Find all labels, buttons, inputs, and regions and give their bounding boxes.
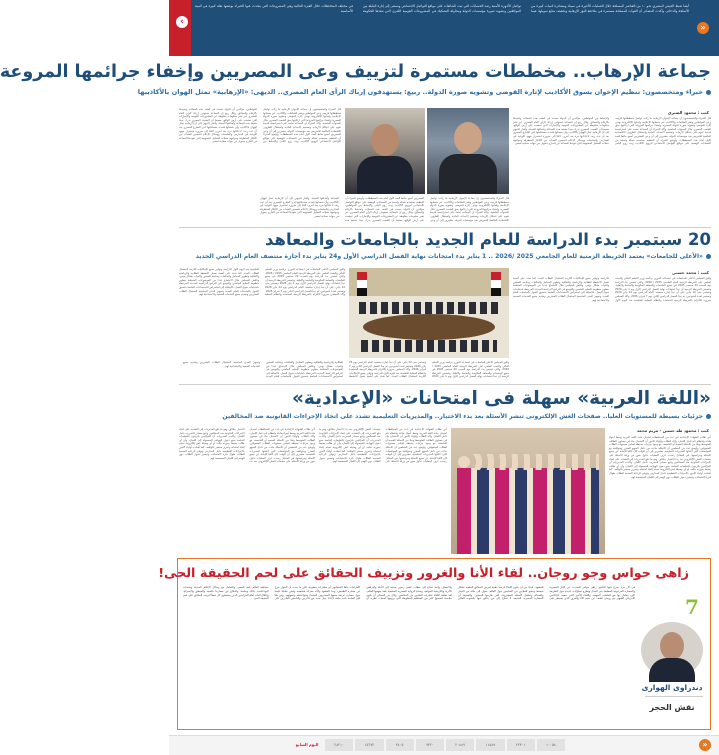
footer-cell: ١١٥٤٧ xyxy=(476,739,504,751)
story3-photo xyxy=(451,428,605,554)
story1-body-left: قال الخبراء والمتخصصون إن جماعة الإخوان الإرهابية ما زالت تواصل مخططاتها لتزييف وعي المواطنين ونشر الشائعات والأكاذيب عبر منصاتها الإعلامية ولجانها الإلكترونية بهدف إثارة الفوضى وتشويه صورة الدولة المصرية وإخفاء جرائمها المروعة التي ارتكبتها بحق الشعب المصري خلال السنوات الماضية. وأكد الخبراء أن الجماعة تعتمد على استراتيجية قديمة تقوم على اختلاق الأزمات وتضخيم الأحداث العادية واستغلال الظروف الاقتصادية العالمية للتحريض ضد مؤسسات الدولة، مشيرين إلى أن وعي المصريين أصبح حائط الصد الأول أمام هذه المخططات. وأوضح الخبراء أن التنظيم يستخدم شبكة واسعة من الحسابات الوهمية على مواقع التواصل الاجتماعي لترويج الأكاذيب وبث روح اليأس والإحباط بين المواطنين، مؤكدين أن الدولة نجحت في كشف هذه الحملات وتفنيدها بالأرقام والحقائق. وقال ربيع إن الجماعة تستهدف إرباك الرأي العام المصري عبر نشر معلومات مغلوطة عن المشروعات القومية والإنجازات التي تحققت على أرض الواقع، مضيفا أن الشعب المصري يدرك جيدا حقيقة هذه الجماعة وأهدافها الخبيثة. وأشار الديهي إلى أن الإرهابية تمثل الهوان بالأكاذيب وأن منصاتها فقدت مصداقيتها لدى الشارع المصري بعد أن ثبت زيف ادعاءاتها مرة بعد أخرى، لافتا إلى ضرورة استمرار جهود التوعية في المدارس والجامعات ووسائل الإعلام لتحصين الشباب من الأفكار المتطرفة ومواجهة حملات التضليل الممنهجة التي تقودها الجماعة من الخارج بتمويل من جهات معادية لمصر. xyxy=(179,108,341,144)
story2-body-left: وافق المجلس الأعلى للجامعات في اجتماعه الدوري برئاسة وزير التعليم العالي والبحث العلمي على الخريطة الزمنية للعام الجامعي 2025 / 2026، والتي تتضمن بدء الدراسة يوم السبت 20 سبتمبر 2025 في جميع الجامعات والمعاهد الحكومية والخاصة والأهلية. وتتضمن الخريطة الزمنية أن تبدأ امتحانات نهاية الفصل الدراسي الأول يوم 1 يناير 2026 وتستمر حتى 22 يناير، على أن تبدأ إجازة منتصف العام الدراسي يوم 24 يناير 2026 وتستمر لمدة أسبوعين، ثم يبدأ الفصل الدراسي الثاني يوم 7 فبراير 2026. وأكد المجلس ضرورة الالتزام بالخريطة الزمنية المعتمدة وانتظام العملية التعليمية منذ اليوم الأول للدراسة وتوفير جميع الإمكانيات اللازمة لاستقبال الطلاب الجدد، كما شدد على أهمية تفعيل الأنشطة الطلابية والرياضية والثقافية وتطوير المعامل والمكتبات ومتابعة الحضور والغياب بشكل يومي. وناقش المجلس خلال الاجتماع عددا من الموضوعات المتعلقة بتطوير منظومة التعليم الجامعي والتوسع في البرامج الدراسية الجديدة المرتبطة باحتياجات سوق العمل، بالإضافة إلى استعراض الاستعدادات الخاصة بتنسيق القبول بالجامعات للعام الجديد وتجهيز المدن الجامعية لاستقبال الطلاب المغتربين وتقديم جميع الخدمات الصحية والاجتماعية لهم. xyxy=(179,268,346,297)
column-name: نقش الحجر xyxy=(649,703,695,712)
avatar-suit-icon xyxy=(649,658,695,682)
columnist-avatar xyxy=(641,622,703,678)
story1-subhead xyxy=(137,88,711,96)
ticker-text: أيضا ضبط الجيش المصري نحو ١٠ من العناصر المسلحة خلال العمليات الأخيرة في سيناء ومصادرة كميات كبيرة من الأسلحة والذخائر، وأكدت المصادر أن القوات المسلحة مستمرة في ملاحقة البؤر الإرهابية وتجفيف منابع تمويلها، فيما تواصل الأجهزة الأمنية رصد الحسابات التي تبث الشائعات على مواقع التواصل الاجتماعي وتسعى إلى إثارة البلبلة بين المواطنين وتشويه صورة مؤسسات الدولة ومحاولة التشكيك في المشروعات القومية الكبرى التي تنفذها الحكومة في مختلف المحافظات خلال الفترة الحالية وهي المشروعات التي يتحدث عنها الخبراء بوصفها نقلة كبيرة في البنية الأساسية xyxy=(195,4,689,13)
story3-byline: كتب : محمود طه حسين - مريم محمد xyxy=(636,428,709,433)
story3-body-mid: أدى طلاب الشهادة الإعدادية في عدد من المحافظات امتحان مادة اللغة العربية وسط أجواء هادئة وانتظام تام داخل اللجان، وأكد الطلاب وأولياء الأمور أن الامتحان جاء في مستوى الطالب المتوسط وخلا من الأسئلة الصعبة أو الغامضة، مع وجود جزئيات بسيطة لقياس مستويات الطلاب المتفوقين. وأوضح عدد من المعلمين أن الأسئلة جاءت من داخل المنهج المقرر ومتوافقة مع المواصفات التي أعلنتها المديريات التعليمية، مشيرين إلى أن الوقت كان كافيا للإجابة عن جميع الأسئلة ومراجعتها. في المقابل رصدت غرف العمليات تداول صور من ورقة الأسئلة على صفحات الغش الإلكتروني بعد بدء الاختبار بدقائق، وهو ما دفع المديريات إلى التشديد على اتخاذ الإجراءات القانونية ضد المخالفين وتتبع مصادر التسريب داخل اللجان. وأكدت المديريات أن المراقبين يلتزمون بالتعليمات الخاصة بمنع دخول الهواتف المحمولة إلى اللجان، وأن أي طالب يضبط بحوزته هاتف أو أي وسيلة غش إلكترونية سيتم إلغاء امتحانه وتحرير محضر بالواقعة. كما أشادت أولياء الأمور بالإجراءات التنظيمية داخل المدارس وتوفير الرعاية الصحية للطلاب طوال فترة الامتحانات وتيسير دخول الطلاب ذوي الهمم إلى اللجان المخصصة لهم. xyxy=(319,428,447,464)
story2-photo xyxy=(349,268,509,358)
portrait-suit-icon xyxy=(439,154,497,194)
portrait-suit-icon xyxy=(357,156,413,194)
footer-cell: ٢٢٣٠١ xyxy=(507,739,535,751)
columnist-name: دندراوى الهوارى xyxy=(641,683,703,692)
footer-cell: ٩٣٢٠ xyxy=(416,739,444,751)
story2-body-right: وافق المجلس الأعلى للجامعات في اجتماعه الدوري برئاسة وزير التعليم العالي والبحث العلمي على الخريطة الزمنية للعام الجامعي 2025 / 2026، والتي تتضمن بدء الدراسة يوم السبت 20 سبتمبر 2025 في جميع الجامعات والمعاهد الحكومية والخاصة والأهلية. وتتضمن الخريطة الزمنية أن تبدأ امتحانات نهاية الفصل الدراسي الأول يوم 1 يناير 2026 وتستمر حتى 22 يناير، على أن تبدأ إجازة منتصف العام الدراسي يوم 24 يناير 2026 وتستمر لمدة أسبوعين، ثم يبدأ الفصل الدراسي الثاني يوم 7 فبراير 2026. وأكد المجلس ضرورة الالتزام بالخريطة الزمنية المعتمدة وانتظام العملية التعليمية منذ اليوم الأول للدراسة وتوفير جميع الإمكانيات اللازمة لاستقبال الطلاب الجدد، كما شدد على أهمية تفعيل الأنشطة الطلابية والرياضية والثقافية وتطوير المعامل والمكتبات ومتابعة الحضور والغياب بشكل يومي. وناقش المجلس خلال الاجتماع عددا من الموضوعات المتعلقة بتطوير منظومة التعليم الجامعي والتوسع في البرامج الدراسية الجديدة المرتبطة باحتياجات سوق العمل، بالإضافة إلى استعراض الاستعدادات الخاصة بتنسيق القبول بالجامعات للعام الجديد وتجهيز المدن الجامعية لاستقبال الطلاب المغتربين وتقديم جميع الخدمات الصحية والاجتماعية لهم. xyxy=(513,277,711,302)
meeting-table xyxy=(363,314,495,340)
footer-logo: اليوم السابع xyxy=(295,742,319,747)
story2-subhead-text: «الأعلى للجامعات» يعتمد الخريطة الزمنية للعام الجامعي 2025 /2026 .. 1 يناير بدء امتحانات نهاية الفصل الدراسي الأول و24 يناير بدء أجازة منتصف العام الدراسي الجديد xyxy=(195,253,703,260)
flag-icon xyxy=(491,272,501,296)
attendees-row xyxy=(361,340,497,352)
divider xyxy=(645,696,703,697)
students-heads xyxy=(457,454,599,470)
ticker-arrow-icon xyxy=(169,0,191,56)
opinion-headline[interactable]: زاهى حواس وجو روجان.. لقاء الأنا والغرور وتزييف الحقائق على لحم الحقيقة الحى! xyxy=(158,566,689,581)
meeting-wall-panel xyxy=(349,268,509,296)
story2-byline: كتب : محمد حسني xyxy=(672,270,709,275)
story3-body-right: أدى طلاب الشهادة الإعدادية في عدد من المحافظات امتحان مادة اللغة العربية وسط أجواء هادئة وانتظام تام داخل اللجان، وأكد الطلاب وأولياء الأمور أن الامتحان جاء في مستوى الطالب المتوسط وخلا من الأسئلة الصعبة أو الغامضة، مع وجود جزئيات بسيطة لقياس مستويات الطلاب المتفوقين. وأوضح عدد من المعلمين أن الأسئلة جاءت من داخل المنهج المقرر ومتوافقة مع المواصفات التي أعلنتها المديريات التعليمية، مشيرين إلى أن الوقت كان كافيا للإجابة عن جميع الأسئلة ومراجعتها. في المقابل رصدت غرف العمليات تداول صور من ورقة الأسئلة على صفحات الغش الإلكتروني بعد بدء الاختبار بدقائق، وهو ما دفع المديريات إلى التشديد على اتخاذ الإجراءات القانونية ضد المخالفين وتتبع مصادر التسريب داخل اللجان. وأكدت المديريات أن المراقبين يلتزمون بالتعليمات الخاصة بمنع دخول الهواتف المحمولة إلى اللجان، وأن أي طالب يضبط بحوزته هاتف أو أي وسيلة غش إلكترونية سيتم إلغاء امتحانه وتحرير محضر بالواقعة. كما أشادت أولياء الأمور بالإجراءات التنظيمية داخل المدارس وتوفير الرعاية الصحية للطلاب طوال فترة الامتحانات وتيسير دخول الطلاب ذوي الهمم إلى اللجان المخصصة لهم. xyxy=(609,436,711,479)
divider xyxy=(179,227,711,228)
story3-headline[interactable]: «اللغة العربية» سهلة فى امتحانات «الإعدادية» xyxy=(291,388,711,409)
footer-cell: ٢٠٨٨٩ xyxy=(446,739,474,751)
footer-arrow-icon: « xyxy=(699,739,711,751)
story1-photo-left xyxy=(345,108,425,194)
divider xyxy=(179,384,711,385)
story1-byline: كتب : محمود الصبري xyxy=(667,110,709,115)
footer-cell: ٢٨٢١٠ xyxy=(325,739,353,751)
section-marker-icon: « xyxy=(697,22,709,34)
ticker-chevron-icon: › xyxy=(176,16,188,28)
footer-cell: ٣٤٠٥ xyxy=(386,739,414,751)
avatar-face-icon xyxy=(660,632,684,660)
story2-headline[interactable]: 20 سبتمبر بدء الدراسة للعام الجديد بالجامعات والمعاهد xyxy=(264,230,711,249)
portrait-head-icon xyxy=(371,124,399,156)
story3-body-left: أدى طلاب الشهادة الإعدادية في عدد من المحافظات امتحان مادة اللغة العربية وسط أجواء هادئة وانتظام تام داخل اللجان، وأكد الطلاب وأولياء الأمور أن الامتحان جاء في مستوى الطالب المتوسط وخلا من الأسئلة الصعبة أو الغامضة، مع وجود جزئيات بسيطة لقياس مستويات الطلاب المتفوقين. وأوضح عدد من المعلمين أن الأسئلة جاءت من داخل المنهج المقرر ومتوافقة مع المواصفات التي أعلنتها المديريات التعليمية، مشيرين إلى أن الوقت كان كافيا للإجابة عن جميع الأسئلة ومراجعتها. في المقابل رصدت غرف العمليات تداول صور من ورقة الأسئلة على صفحات الغش الإلكتروني بعد بدء الاختبار بدقائق، وهو ما دفع المديريات إلى التشديد على اتخاذ الإجراءات القانونية ضد المخالفين وتتبع مصادر التسريب داخل اللجان. وأكدت المديريات أن المراقبين يلتزمون بالتعليمات الخاصة بمنع دخول الهواتف المحمولة إلى اللجان، وأن أي طالب يضبط بحوزته هاتف أو أي وسيلة غش إلكترونية سيتم إلغاء امتحانه وتحرير محضر بالواقعة. كما أشادت أولياء الأمور بالإجراءات التنظيمية داخل المدارس وتوفير الرعاية الصحية للطلاب طوال فترة الامتحانات وتيسير دخول الطلاب ذوي الهمم إلى اللجان المخصصة لهم. xyxy=(179,428,315,464)
opinion-number-badge: 7 xyxy=(685,595,699,619)
story3-subhead-text: جزئيات بسيطة للمستويات العليا.. صفحات الغش الإلكترونى تنشر الأسئلة بعد بدء الاختبار.. والمديريات التعليمية تشدد على اتخاذ الإجراءات القانونية ضد المخالفين xyxy=(222,413,703,420)
story1-headline[interactable]: جماعة الإرهاب.. مخططات مستمرة لتزييف وعى المصريين وإخفاء جرائمها المروعة xyxy=(0,62,711,82)
opinion-body: فى كل مرة يخرج فيها الدكتور زاهى حواس للحديث عن الآثار المصرية والحضارة الفرعونية العظيمة يثير الجدل ويطرح تساؤلات عديدة حول الطريقة التي يتعامل بها مع الملفات المهمة، واللقاء الأخير الذي جمعه بالإعلامي الأمريكي الشهير جو روجان كشف عن حجم الأنا والغرور الذي يسيطر على المشهد، فبدلا من أن يكون اللقاء فرصة ذهبية لعرض الحقائق العلمية بشكل مبسط ومقنع للملايين من المتابعين حول العالم، تحول إلى حالة من الجدل والصدام وتجاهل الأسئلة المشروعة التي طرحها المحاور. والحقيقة أن الحضارة المصرية القديمة لا تحتاج إلى من يدافع عنها بالصوت العالي والانفعال، وإنما تحتاج إلى خطاب علمي رصين يستند إلى الأدلة والبراهين الأثرية والتاريخية الموثقة، ويقدم الرواية المصرية الحقيقية بلغة يفهمها العالم. لقد شاهد اللقاء عشرات الملايين من المتابعين، وكان من الممكن أن يكون مناسبة لتصحيح كثير من المفاهيم المغلوطة التي يروجها أصحاب نظرية أن الأهرامات بناها الفضائيون أو حضارات مفقودة، لكن ما حدث أن الحوار خرج عن مساره الطبيعي، وبدا المشهد وكأنه معركة شخصية وليس نقاشا علميا حول حضارة عريقة صنعها المصريون القدماء بسواعدهم وعقولهم. ومن هنا فإن الحاجة باتت ملحة لإعداد جيل جديد من الأثريين والباحثين القادرين على مخاطبة العالم بلغة العصر، والتعامل مع وسائل الإعلام الحديثة ومنصات البودكاست بذكاء وحكمة، والدفاع عن حضارتنا بالحجة والمنطق والاحترام، وإغلاق الباب أمام المزايدين الذين يستغلون كل خطأ لتزييف الحقائق على لحم الحقيقة الحى. xyxy=(183,585,635,601)
attendees-row xyxy=(359,302,499,314)
students-group xyxy=(457,468,599,554)
bullet-icon xyxy=(706,254,711,259)
story1-photo-right xyxy=(427,108,509,194)
story3-subhead xyxy=(181,413,711,420)
story2-body-mid: وافق المجلس الأعلى للجامعات في اجتماعه الدوري برئاسة وزير التعليم العالي والبحث العلمي على الخريطة الزمنية للعام الجامعي 2025 / 2026، والتي تتضمن بدء الدراسة يوم السبت 20 سبتمبر 2025 في جميع الجامعات والمعاهد الحكومية والخاصة والأهلية. وتتضمن الخريطة الزمنية أن تبدأ امتحانات نهاية الفصل الدراسي الأول يوم 1 يناير 2026 وتستمر حتى 22 يناير، على أن تبدأ إجازة منتصف العام الدراسي يوم 24 يناير 2026 وتستمر لمدة أسبوعين، ثم يبدأ الفصل الدراسي الثاني يوم 7 فبراير 2026. وأكد المجلس ضرورة الالتزام بالخريطة الزمنية المعتمدة وانتظام العملية التعليمية منذ اليوم الأول للدراسة وتوفير جميع الإمكانيات اللازمة لاستقبال الطلاب الجدد، كما شدد على أهمية تفعيل الأنشطة الطلابية والرياضية والثقافية وتطوير المعامل والمكتبات ومتابعة الحضور والغياب بشكل يومي. وناقش المجلس خلال الاجتماع عددا من الموضوعات المتعلقة بتطوير منظومة التعليم الجامعي والتوسع في البرامج الدراسية الجديدة المرتبطة باحتياجات سوق العمل، بالإضافة إلى استعراض الاستعدادات الخاصة بتنسيق القبول بالجامعات للعام الجديد وتجهيز المدن الجامعية لاستقبال الطلاب المغتربين وتقديم جميع الخدمات الصحية والاجتماعية لهم. xyxy=(183,361,510,379)
portrait-head-icon xyxy=(454,122,482,154)
footer-cell: ١٠٠٥٨ xyxy=(537,739,565,751)
story1-subhead-text: خبراء ومتخصصون: تنظيم الإخوان يسوق الأكاذيب لإثارة الفوضى وتشويه صورة الدولة.. ربيع: يستهدفون إرباك الرأى العام المصرى.. الديهى: «الإرهابية» تمثل الهوان بالأكاذيبها xyxy=(137,88,703,96)
story1-body-mid: قال الخبراء والمتخصصون إن جماعة الإخوان الإرهابية ما زالت تواصل مخططاتها لتزييف وعي المواطنين ونشر الشائعات والأكاذيب عبر منصاتها الإعلامية ولجانها الإلكترونية بهدف إثارة الفوضى وتشويه صورة الدولة المصرية وإخفاء جرائمها المروعة التي ارتكبتها بحق الشعب المصري خلال السنوات الماضية. وأكد الخبراء أن الجماعة تعتمد على استراتيجية قديمة تقوم على اختلاق الأزمات وتضخيم الأحداث العادية واستغلال الظروف الاقتصادية العالمية للتحريض ضد مؤسسات الدولة، مشيرين إلى أن وعي المصريين أصبح حائط الصد الأول أمام هذه المخططات. وأوضح الخبراء أن التنظيم يستخدم شبكة واسعة من الحسابات الوهمية على مواقع التواصل الاجتماعي لترويج الأكاذيب وبث روح اليأس والإحباط بين المواطنين، مؤكدين أن الدولة نجحت في كشف هذه الحملات وتفنيدها بالأرقام والحقائق. وقال ربيع إن الجماعة تستهدف إرباك الرأي العام المصري عبر نشر معلومات مغلوطة عن المشروعات القومية والإنجازات التي تحققت على أرض الواقع، مضيفا أن الشعب المصري يدرك جيدا حقيقة هذه الجماعة وأهدافها الخبيثة. وأشار الديهي إلى أن الإرهابية تمثل الهوان بالأكاذيب وأن منصاتها فقدت مصداقيتها لدى الشارع المصري بعد أن ثبت زيف ادعاءاتها مرة بعد أخرى، لافتا إلى ضرورة استمرار جهود التوعية في المدارس والجامعات ووسائل الإعلام لتحصين الشباب من الأفكار المتطرفة ومواجهة حملات التضليل الممنهجة التي تقودها الجماعة من الخارج بتمويل من جهات معادية لمصر. xyxy=(260,197,509,222)
story2-subhead xyxy=(181,253,711,260)
bullet-icon xyxy=(706,414,711,419)
footer-cells xyxy=(325,739,565,751)
footer-cell: ١٥٦٧٢ xyxy=(355,739,383,751)
flag-icon xyxy=(357,272,367,296)
bullet-icon xyxy=(706,90,711,95)
story1-body-right: قال الخبراء والمتخصصون إن جماعة الإخوان الإرهابية ما زالت تواصل مخططاتها لتزييف وعي المواطنين ونشر الشائعات والأكاذيب عبر منصاتها الإعلامية ولجانها الإلكترونية بهدف إثارة الفوضى وتشويه صورة الدولة المصرية وإخفاء جرائمها المروعة التي ارتكبتها بحق الشعب المصري خلال السنوات الماضية. وأكد الخبراء أن الجماعة تعتمد على استراتيجية قديمة تقوم على اختلاق الأزمات وتضخيم الأحداث العادية واستغلال الظروف الاقتصادية العالمية للتحريض ضد مؤسسات الدولة، مشيرين إلى أن وعي المصريين أصبح حائط الصد الأول أمام هذه المخططات. وأوضح الخبراء أن التنظيم يستخدم شبكة واسعة من الحسابات الوهمية على مواقع التواصل الاجتماعي لترويج الأكاذيب وبث روح اليأس والإحباط بين المواطنين، مؤكدين أن الدولة نجحت في كشف هذه الحملات وتفنيدها بالأرقام والحقائق. وقال ربيع إن الجماعة تستهدف إرباك الرأي العام المصري عبر نشر معلومات مغلوطة عن المشروعات القومية والإنجازات التي تحققت على أرض الواقع، مضيفا أن الشعب المصري يدرك جيدا حقيقة هذه الجماعة وأهدافها الخبيثة. وأشار الديهي إلى أن الإرهابية تمثل الهوان بالأكاذيب وأن منصاتها فقدت مصداقيتها لدى الشارع المصري بعد أن ثبت زيف ادعاءاتها مرة بعد أخرى، لافتا إلى ضرورة استمرار جهود التوعية في المدارس والجامعات ووسائل الإعلام لتحصين الشباب من الأفكار المتطرفة ومواجهة حملات التضليل الممنهجة التي تقودها الجماعة من الخارج بتمويل من جهات معادية لمصر. xyxy=(513,117,711,146)
